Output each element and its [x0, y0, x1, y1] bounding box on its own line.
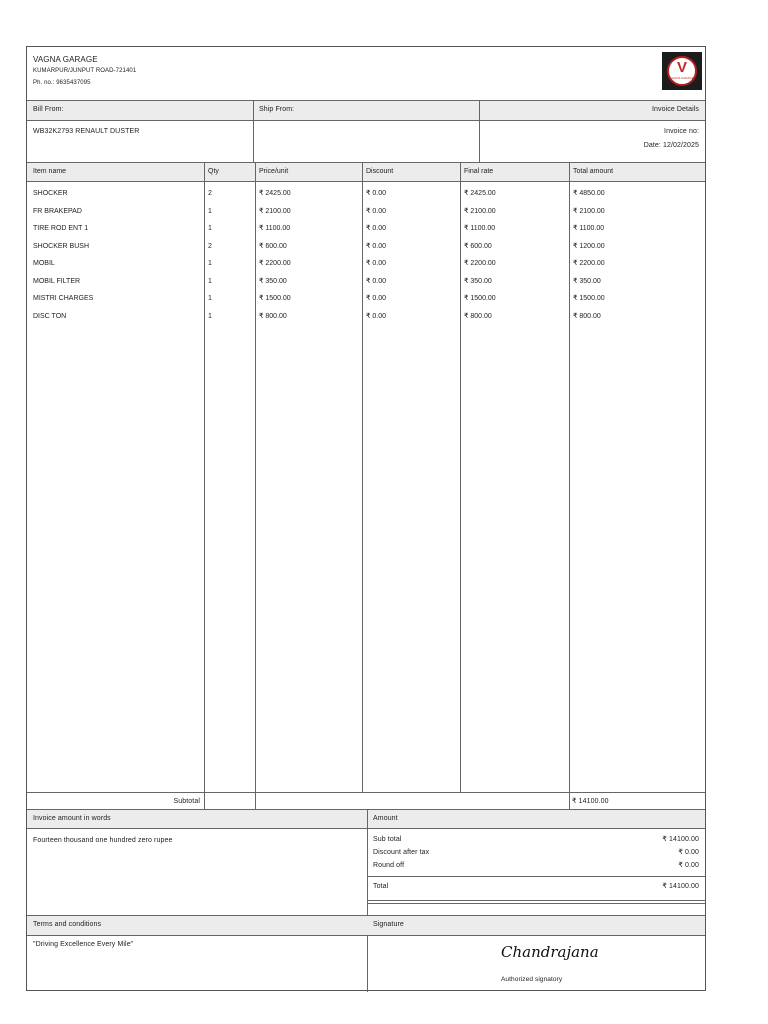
words-amount-header-band: [27, 809, 705, 828]
company-name: VAGNA GARAGE: [33, 55, 98, 64]
discount-after-tax-label: Discount after tax: [373, 849, 430, 856]
cell-item-name: SHOCKER BUSH: [33, 242, 90, 250]
divider: [367, 903, 705, 904]
cell-discount: ₹ 0.00: [366, 190, 387, 197]
cell-price-unit: ₹ 800.00: [259, 312, 287, 320]
column-divider: [204, 162, 205, 809]
amount-in-words-value: Fourteen thousand one hundred zero rupee: [33, 837, 173, 844]
divider: [27, 935, 705, 936]
parties-header-band: [27, 100, 705, 120]
cell-price-unit: ₹ 2200.00: [259, 260, 291, 267]
cell-item-name: FR BRAKEPAD: [33, 207, 82, 215]
cell-item-name: DISC TON: [33, 312, 67, 320]
divider: [253, 100, 254, 162]
cell-price-unit: ₹ 2425.00: [259, 190, 291, 197]
cell-total-amount: ₹ 350.00: [573, 277, 601, 285]
cell-total-amount: ₹ 2100.00: [573, 207, 605, 215]
cell-qty: 2: [208, 190, 212, 197]
cell-item-name: TIRE ROD ENT 1: [33, 225, 89, 232]
divider: [367, 876, 705, 877]
cell-item-name: MOBIL: [33, 260, 55, 267]
divider: [27, 809, 705, 810]
cell-discount: ₹ 0.00: [366, 207, 387, 215]
cell-total-amount: ₹ 2200.00: [573, 260, 605, 267]
column-header-item-name: Item name: [33, 168, 67, 175]
divider: [367, 900, 705, 901]
sub-total-value: ₹ 14100.00: [662, 836, 699, 843]
terms-signature-header-band: [27, 915, 705, 935]
divider: [27, 181, 705, 182]
cell-discount: ₹ 0.00: [366, 295, 387, 302]
terms-label: Terms and conditions: [33, 921, 102, 928]
column-header-final-rate: Final rate: [464, 168, 494, 175]
cell-final-rate: ₹ 1500.00: [464, 295, 496, 302]
cell-qty: 1: [208, 295, 212, 302]
cell-qty: 1: [208, 260, 212, 267]
column-header-total-amount: Total amount: [573, 168, 614, 175]
cell-price-unit: ₹ 600.00: [259, 242, 287, 250]
cell-total-amount: ₹ 1200.00: [573, 242, 605, 250]
column-divider: [362, 162, 363, 792]
cell-total-amount: ₹ 1500.00: [573, 295, 605, 302]
company-phone: Ph. no.: 9635437095: [33, 80, 91, 86]
discount-after-tax-value: ₹ 0.00: [678, 849, 699, 856]
column-divider: [460, 162, 461, 792]
cell-final-rate: ₹ 350.00: [464, 277, 492, 285]
company-address: KUMARPUR/JUNPUT ROAD-721401: [33, 68, 137, 74]
column-divider: [255, 162, 256, 809]
cell-qty: 1: [208, 277, 212, 285]
cell-discount: ₹ 0.00: [366, 242, 387, 250]
amount-label: Amount: [373, 815, 398, 822]
cell-qty: 1: [208, 225, 212, 232]
invoice-number: Invoice no:: [664, 128, 699, 135]
invoice-date: Date: 12/02/2025: [643, 142, 699, 149]
cell-qty: 1: [208, 207, 212, 215]
cell-price-unit: ₹ 2100.00: [259, 207, 291, 215]
cell-final-rate: ₹ 2100.00: [464, 207, 496, 215]
round-off-label: Round off: [373, 862, 405, 869]
cell-price-unit: ₹ 1100.00: [259, 225, 291, 232]
cell-discount: ₹ 0.00: [366, 277, 387, 285]
cell-total-amount: ₹ 800.00: [573, 312, 601, 320]
cell-item-name: MOBIL FILTER: [33, 277, 81, 285]
cell-discount: ₹ 0.00: [366, 312, 387, 320]
company-logo: [662, 52, 702, 90]
cell-discount: ₹ 0.00: [366, 225, 387, 232]
cell-final-rate: ₹ 2425.00: [464, 190, 496, 197]
subtotal-value: ₹ 14100.00: [572, 798, 609, 805]
total-label: Total: [373, 883, 389, 890]
cell-price-unit: ₹ 1500.00: [259, 295, 291, 302]
divider: [27, 100, 705, 101]
cell-total-amount: ₹ 1100.00: [573, 225, 605, 232]
handwritten-signature: Chandrajana: [501, 943, 599, 961]
bill-from-label: Bill From:: [33, 106, 64, 113]
ship-from-label: Ship From:: [259, 106, 295, 113]
invoice-details-label: Invoice Details: [651, 106, 699, 113]
cell-item-name: MISTRI CHARGES: [33, 295, 94, 302]
divider: [27, 792, 705, 793]
column-header-qty: Qty: [208, 168, 219, 175]
cell-final-rate: ₹ 800.00: [464, 312, 492, 320]
subtotal-label: Subtotal: [173, 798, 200, 805]
divider: [27, 915, 705, 916]
total-value: ₹ 14100.00: [662, 883, 699, 890]
amount-in-words-label: Invoice amount in words: [33, 815, 111, 822]
cell-qty: 2: [208, 242, 212, 250]
column-header-discount: Discount: [366, 168, 394, 175]
cell-discount: ₹ 0.00: [366, 260, 387, 267]
cell-final-rate: ₹ 1100.00: [464, 225, 496, 232]
column-divider: [569, 162, 570, 809]
sub-total-label: Sub total: [373, 836, 402, 843]
divider: [27, 828, 705, 829]
bill-from-value: WB32K2793 RENAULT DUSTER: [33, 128, 140, 135]
column-header-price-unit: Price/unit: [259, 168, 289, 175]
round-off-value: ₹ 0.00: [678, 862, 699, 869]
cell-qty: 1: [208, 312, 212, 320]
cell-final-rate: ₹ 2200.00: [464, 260, 496, 267]
cell-price-unit: ₹ 350.00: [259, 277, 287, 285]
divider: [27, 120, 705, 121]
terms-value: "Driving Excellence Every Mile": [33, 941, 134, 948]
cell-item-name: SHOCKER: [33, 190, 68, 197]
logo-badge: [667, 56, 697, 86]
divider: [27, 162, 705, 163]
invoice-document: [26, 46, 706, 991]
cell-total-amount: ₹ 4850.00: [573, 190, 605, 197]
logo-letter: V: [676, 59, 687, 76]
signature-label: Signature: [373, 921, 404, 928]
logo-text: VAGNA GARAGE: [670, 76, 694, 80]
cell-final-rate: ₹ 600.00: [464, 242, 492, 250]
divider: [479, 100, 480, 162]
authorized-signatory-caption: Authorized signatory: [501, 976, 563, 983]
